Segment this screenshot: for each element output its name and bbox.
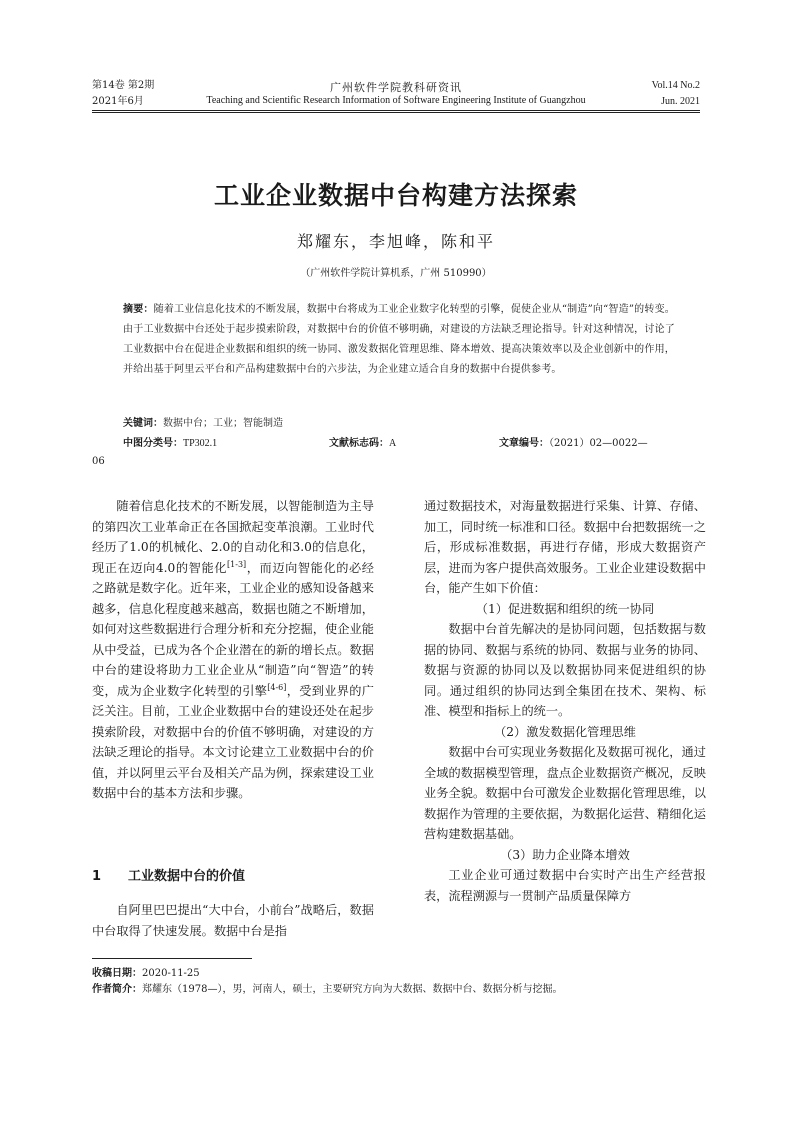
section-title: 工业数据中台的价值 — [128, 869, 246, 884]
abstract-text: 随着工业信息化技术的不断发展，数据中台将成为工业企业数字化转型的引擎，促使企业从“制造”向“智造”的转变。由于工业数据中台还处于起步摸索阶段，对数据中台的价值不够明确，对建设的方法缺乏理论指导。针对这种情况，讨论了工业数据中台在促进企业数据和组织的统一协同、激发数据化管理思维、降本增效、提高决策效率以及企业创新中的作用，并给出基于阿里云平台和产品构建数据中台的六步法，为企业建立适合自身的数据中台提供参考。 — [123, 304, 675, 375]
article-number-cont: 06 — [92, 456, 105, 467]
abstract-label: 摘要： — [123, 304, 154, 315]
section-number: 1 — [92, 869, 102, 884]
keywords — [123, 414, 283, 429]
doc-label: 文献标志码： — [329, 438, 389, 449]
body-paragraph: 自阿里巴巴提出“大中台，小前台”战略后，数据中台取得了快速发展。数据中台是指 — [92, 903, 374, 938]
received-date — [92, 964, 200, 979]
subheading-3: （3）助力企业降本增效 — [500, 847, 630, 862]
body-paragraph: 工业企业可通过数据中台实时产出生产经营报表，流程溯源与一贯制产品质量保障方 — [424, 868, 706, 903]
footnote-rule — [92, 958, 252, 959]
body-paragraph: 通过数据技术，对海量数据进行采集、计算、存储、加工，同时统一标准和口径。数据中台把数据统一之后，形成标准数据，再进行存储，形成大数据资产层，进而为客户提供高效服务。工业企业建设数据中台，能产生如下价值： — [424, 499, 706, 595]
citation: [4-6] — [267, 682, 287, 692]
article-number — [499, 434, 648, 449]
body-paragraph: 数据中台首先解决的是协同问题，包括数据与数据的协同、数据与系统的协同、数据与业务的协同、数据与资源的协同以及以数据协同来促进组织的协同。通过组织的协同达到全集团在技术、架构、标准、模型和指标上的统一。 — [424, 622, 706, 718]
intro-paragraph — [92, 496, 374, 804]
clc-value: TP302.1 — [183, 438, 218, 449]
body-paragraph: 数据中台可实现业务数据化及数据可视化，通过全域的数据模型管理，盘点企业数据资产概况，反映业务全貌。数据中台可激发企业数据化管理思维，以数据作为管理的主要依据，为数据化运营、精细化运营构建数据基础。 — [424, 745, 706, 841]
subheading-2: （2）激发数据化管理思维 — [494, 724, 636, 739]
intro-text-3: ，受到业界的广泛关注。目前，工业企业数据中台的建设还处在起步摸索阶段，对数据中台的价值不够明确，对建设的方法缺乏理论的指导。本文讨论建立工业数据中台的价值，并以阿里云平台及相关产品为例，探索建设工业数据中台的基本方法和步骤。 — [92, 683, 374, 800]
journal-date-en: Jun. 2021 — [661, 96, 700, 107]
body-left-column-2 — [92, 900, 374, 941]
citation: [1-3] — [227, 559, 247, 569]
journal-name-en: Teaching and Scientific Research Information of Software Engineering Institute of Guangzhou — [206, 95, 586, 106]
author-bio-label: 作者简介： — [92, 984, 142, 995]
received-value: 2020-11-25 — [142, 968, 200, 979]
author-bio-value: 郑耀东（1978—），男，河南人，硕士，主要研究方向为大数据、数据中台、数据分析与挖掘。 — [142, 984, 563, 995]
subheading-1: （1）促进数据和组织的统一协同 — [475, 601, 655, 616]
article-value: （2021）02—0022— — [549, 438, 648, 449]
paper-authors: 郑耀东，李旭峰，陈和平 — [296, 232, 495, 251]
section-heading — [92, 865, 245, 884]
received-label: 收稿日期： — [92, 968, 142, 979]
author-affiliation: （广州软件学院计算机系，广州 510990） — [300, 268, 492, 279]
intro-text-1: 随着信息化技术的不断发展，以智能制造为主导的第四次工业革命正在各国掀起变革浪潮。工业时代经历了1.0的机械化、2.0的自动化和3.0的信息化，现正在迈向4.0的智能化 — [92, 499, 374, 575]
doc-value: A — [389, 438, 397, 449]
paper-title: 工业企业数据中台构建方法探索 — [213, 181, 578, 210]
body-left-column — [92, 496, 374, 804]
keywords-text: 数据中台；工业；智能制造 — [163, 418, 283, 429]
journal-name-cn: 广州软件学院教科研资讯 — [330, 81, 462, 94]
header-rule-thin — [92, 112, 700, 113]
journal-vol-en: Vol.14 No.2 — [651, 80, 700, 91]
document-code — [329, 434, 396, 449]
intro-text-2: ，而迈向智能化的必经之路就是数字化。近年来，工业企业的感知设备越来越多，信息化程度越来越高，数据也随之不断增加，如何对这些数据进行合理分析和充分挖掘，使企业能从中受益，已成为各个企业潜在的新的增长点。数据中台的建设将助力工业企业从“制造”向“智造”的转变，成为企业数字化转型的引擎 — [92, 560, 374, 698]
clc-number — [123, 434, 217, 449]
clc-label: 中图分类号： — [123, 438, 183, 449]
article-label: 文章编号： — [499, 438, 549, 449]
journal-volume-issue: 第14卷 第2期 — [92, 80, 155, 91]
author-bio — [92, 980, 562, 995]
keywords-label: 关键词： — [123, 418, 163, 429]
abstract — [123, 300, 675, 380]
journal-date: 2021年6月 — [92, 96, 144, 107]
body-right-column — [424, 496, 706, 906]
header-rule — [92, 110, 700, 111]
